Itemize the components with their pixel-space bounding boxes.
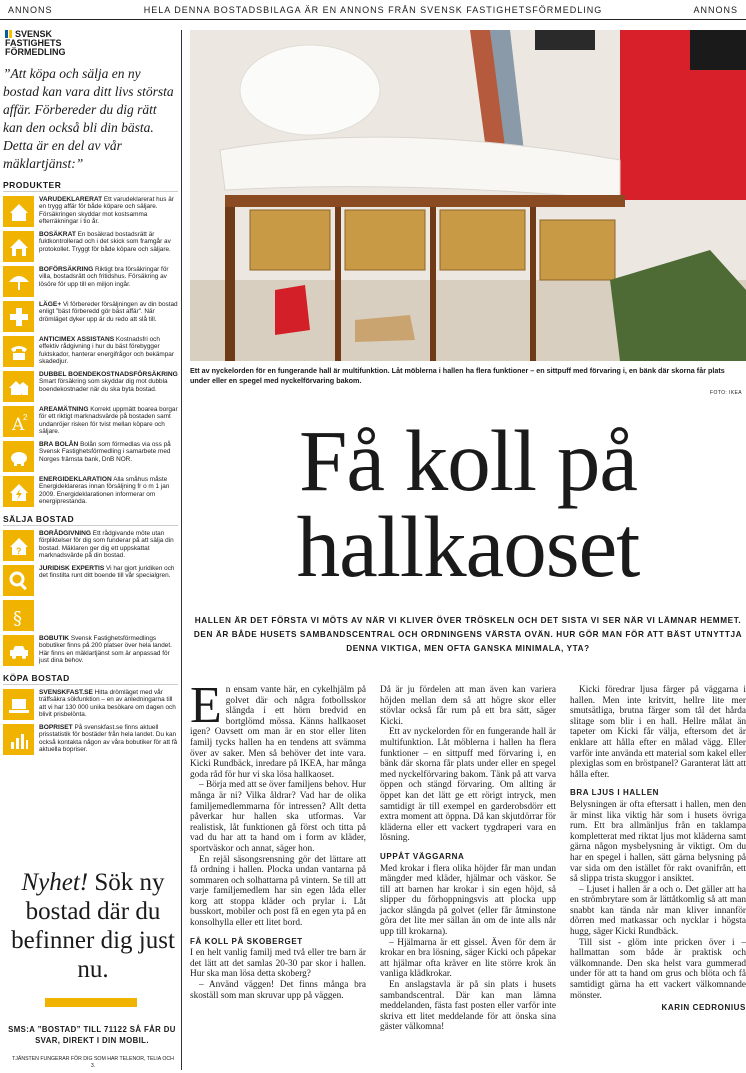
item-name: LÄGE+ <box>39 301 62 308</box>
paragraph: – Hjälmarna är ett gissel. Även för dem är krokar en bra lösning, säger Kicki och påpekar att hjälmar ofta kräver en lite större krok än vanliga klädkrokar. <box>380 937 556 980</box>
svg-text:A: A <box>11 414 24 434</box>
piggybank-icon <box>3 441 34 472</box>
paragraph: – Ljuset i hallen är a och o. Det gäller att ha en strömbrytare som är lättåtkomlig så att man snabbt kan tända när man kliver innanför dörren med matkassar och nycklar i högsta hugg, säger Kicki Rundbäck. <box>570 884 746 938</box>
item-name: DUBBEL BOENDEKOSTNADSFÖRSÄKRING <box>39 371 178 378</box>
svg-text:2: 2 <box>22 412 27 422</box>
item-name: BOSÄKRAT <box>39 231 76 238</box>
house-question-icon <box>3 530 34 561</box>
section-produkter: PRODUKTER <box>3 180 178 192</box>
item-name: BOBUTIK <box>39 635 70 642</box>
item-name: ENERGIDEKLARATION <box>39 476 112 483</box>
byline: KARIN CEDRONIUS <box>661 1003 746 1013</box>
products-item <box>3 336 178 367</box>
item-text: Smart försäkring som skyddar dig mot dubbla boendekostnader när du ska byta bostad. <box>39 378 168 393</box>
products-item <box>3 196 178 227</box>
paragraph: En rejäl säsongsrensning gör det lättare att få ordning i hallen. Plocka undan vantarna på sommaren och solhattarna på vintern. Se till att varje familjemedlem har sin egen låda eller korg att stoppa kläder och prylar i. Låt busskort, mobiler och post få en egen yta på en konsolhylla eller ett litet bord. <box>190 854 366 929</box>
item-text: På svenskfast.se finns aktuell prisstatistik för bostäder från hela landet. Du kan också kontakta någon av våra bobutiker för att få aktuella bopriser. <box>39 724 178 753</box>
item-text: Ett varudeklarerat hus är en trygg affär för både köpare och säljare. Försäkringen skyddar mot kostsamma efterräkningar i tio år. <box>39 196 174 225</box>
energy-house-icon <box>3 476 34 507</box>
hallway-photo-illustration <box>190 30 746 361</box>
paragraph: Kicki föredrar ljusa färger på väggarna i hallen. Men inte kritvitt, hellre lite mer smutsätliga, brutna färger som tål det hårda slitage som blir i en hall. Hellre målat än tapeter om Kicki får välja, eftersom det är enklare att hålla efter en målad vägg. Eller varför inte använda ett material som kakel eller plexiglas som en bröstpanel? Garanterat lätt att hålla efter. <box>570 685 746 780</box>
article-column-3 <box>570 685 746 1073</box>
kopa-item <box>3 724 178 755</box>
house-double-icon <box>3 371 34 402</box>
paragraph: Till sist - glöm inte pricken över i – hallmattan som både är praktisk och välkomnande. Den ska helst vara gummerad under för att ta hand om grus och blöta och få samtidigt gärna ha ett vackert välkomnande mönster. <box>570 937 746 1001</box>
house-icon <box>3 196 34 227</box>
article-column-2 <box>380 685 556 1073</box>
search-icon <box>3 565 34 596</box>
item-text: Alla småhus måste Energideklareras innan försäljning fr o m 1 jan 2009. Energideklarationen informerar om energiprestanda. <box>39 476 170 505</box>
laptop-icon <box>3 689 34 720</box>
section-kopa: KÖPA BOSTAD <box>3 673 178 685</box>
salja-item <box>3 635 178 666</box>
salja-list <box>3 530 178 666</box>
products-item <box>3 231 178 262</box>
house-check-icon <box>3 231 34 262</box>
item-name: BRA BOLÅN <box>39 441 79 448</box>
drop-cap: E <box>190 677 222 734</box>
photo-credit: FOTO: IKEA <box>710 390 742 396</box>
item-text: Hitta drömläget med vår träffsäkra sökfunktion – en av anledningarna till att vi har 130 000 unika besökare om dagen och blivit prisbelönta. <box>39 689 176 718</box>
products-item <box>3 371 178 402</box>
area-icon <box>3 406 34 437</box>
item-text: Ett rådgivande möte utan förpliktelser för dig som funderar på att sälja din bostad. Mäklaren ger dig ett uppskattat marknadsvärde på din bostad. <box>39 530 174 559</box>
kopa-list <box>3 689 178 755</box>
column-divider <box>181 30 182 1070</box>
item-name: BOFÖRSÄKRING <box>39 266 94 273</box>
salja-item <box>3 565 178 596</box>
kopa-item <box>3 689 178 720</box>
item-name: JURIDISK EXPERTIS <box>39 565 105 572</box>
item-text: Vi har gjort juridiken och det finstilta runt ditt boende till vår specialgren. <box>39 565 175 580</box>
item-name: AREAMÄTNING <box>39 406 89 413</box>
plus-icon <box>3 301 34 332</box>
sidebar-quote: ”Att köpa och sälja en ny bostad kan vara ditt livs största affär. Förbereder du dig rätt kan den också bli din bästa. Detta är en del av vår mäklartjänst:” <box>3 66 174 171</box>
subheading: BRA LJUS I HALLEN <box>570 788 660 798</box>
products-item <box>3 266 178 297</box>
photo-caption: Ett av nyckelorden för en fungerande hall är multifunktion. Låt möblerna i hallen ha flera funktioner – en sittpuff med förvaring i, en bänk där skorna får plats under eller en spegel med nyckelförvaring bakom. <box>190 366 725 385</box>
paragraph: I en helt vanlig familj med två eller tre barn är det lätt att det samlas 20-30 par skor i hallen. Hur ska man lösa detta skoberg? <box>190 948 366 980</box>
paragraph: En anslagstavla är på sin plats i husets sambandscentral. Där kan man lämna meddelanden, fästa fast posten eller varför inte skriva ett litet meddelande för att önska sina gäster välkomna! <box>380 980 556 1033</box>
annons-label-right: ANNONS <box>693 4 738 15</box>
item-name: BOPRISET <box>39 724 73 731</box>
top-banner <box>0 0 746 20</box>
products-item <box>3 441 178 472</box>
article-headline: Få koll på hallkaoset <box>296 412 640 595</box>
svg-text:?: ? <box>15 545 21 556</box>
paragraph: Då är ju fördelen att man även kan variera höjden mellan dem så att högre skor eller stövlar också får rum på ett bra sätt, säger Kicki. <box>380 685 556 727</box>
nyhet-text: Sök ny bostad där du befinner dig just nu. <box>11 869 175 983</box>
item-text: Korrekt uppmätt boarea borgar för ett riktigt marknadsvärde på bostaden samt undanröjer risken för tvist mellan köpare och säljare. <box>39 406 178 435</box>
paragraph: Med krokar i flera olika höjder får man undan mängder med kläder, hjälmar och väskor. Se till att barnen har krokar i sin egen höjd, så slipper du förhoppningsvis att plocka upp jackor slängda på golvet (eller får åtminstone göra det lite mer sällan än om de inte alls når upp till krokarna). <box>380 863 556 938</box>
products-item <box>3 301 178 332</box>
subheading: FÅ KOLL PÅ SKOBERGET <box>190 936 303 946</box>
hallway-photo <box>190 30 746 361</box>
article-body <box>190 677 746 1073</box>
item-text: Riktigt bra försäkringar för villa, bostadsrätt och fritidshus. Försäkring av lösöre för upp till en miljon ingår. <box>39 266 169 288</box>
article-ingress: HALLEN ÄR DET FÖRSTA VI MÖTS AV NÄR VI KLIVER ÖVER TRÖSKELN OCH DET SISTA VI SER NÄR VI LÄMNAR HEMMET. DEN ÄR BÅDE HUSETS SAMBANDSCENTRAL OCH ORDNINGENS VÄRSTA OVÄN. HUR GÖR MAN FÖR ATT BÄST UTNYTTJA DENNA VIKTIGA, MEN OFTA GANSKA MINIMALA, YTA? <box>193 616 743 653</box>
flag-blue <box>5 30 8 38</box>
subheading: UPPÅT VÄGGARNA <box>380 851 465 861</box>
paragraph-icon <box>3 600 34 631</box>
umbrella-icon <box>3 266 34 297</box>
flag-yellow <box>9 30 12 38</box>
item-name: BORÅDGIVNING <box>39 530 92 537</box>
chart-icon <box>3 724 34 755</box>
svg-text:§: § <box>12 607 22 628</box>
item-text: En bosäkrad bostadsrätt är fuktkontrollerad och i det skick som framgår av protokollet. Tryggt för både köpare och säljare. <box>39 231 171 253</box>
annons-label-left: ANNONS <box>8 4 53 15</box>
item-name: VARUDEKLARERAT <box>39 196 103 203</box>
phone-icon <box>3 336 34 367</box>
item-text: Vi förbereder försäljningen av din bostad enligt ”bäst förberedd gör bäst affär”. När drömläget dyker upp är du redo att slå till. <box>39 301 178 323</box>
paragraph: – Använd väggen! Det finns många bra skoställ som man skruvar upp på väggen. <box>190 980 366 1001</box>
banner-text: HELA DENNA BOSTADSBILAGA ÄR EN ANNONS FRÅN SVENSK FASTIGHETSFÖRMEDLING <box>143 4 603 15</box>
car-icon <box>3 635 34 666</box>
paragraph: Belysningen är ofta eftersatt i hallen, men den är minst lika viktig här som i husets övriga rum. Ett bra allmänljus från en taklampa kompletterat med riktat ljus mot kläderna samt gärna någon mysbelysning är viktigt. Om du har en spegel i hallen, sätt gärna belysning på var sida om den istället för rakt ovanifrån, ett så slippa trista skuggor i ansiktet. <box>570 799 746 885</box>
paragraph: Ett av nyckelorden för en fungerande hall är multifunktion. Låt möblerna i hallen ha flera funktioner – en sittpuff med förvaring i, en bänk där skorna får plats under eller en spegel med nyckelförvaring bakom. Tänk på att varva öppen och stängd förvaring. Om allting är öppet kan det lätt ge ett rörigt intryck, men samtidigt är till exempel en garderobsdörr ett extra moment att öppna. Då kan skjutdörrar för kläderna eller ett vackert tygdraperi vara en lösning. <box>380 727 556 844</box>
item-text: Kostnadsfri och effektiv rådgivning i hur du bäst förebygger fuktskador, hanterar energifrågor och bekämpar skadedjur. <box>39 336 174 365</box>
products-item <box>3 406 178 437</box>
article-column-1 <box>190 677 366 1073</box>
salja-item <box>3 530 178 561</box>
operator-note: TJÄNSTEN FUNGERAR FÖR DIG SOM HAR TELENOR, TELIA OCH 3. <box>12 1056 174 1069</box>
nyhet-emphasis: Nyhet! <box>21 869 89 896</box>
products-list <box>3 196 178 507</box>
item-name: SVENSKFAST.SE <box>39 689 93 696</box>
sms-instruction: SMS:A ”BOSTAD” TILL 71122 SÅ FÅR DU SVAR, DIREKT I DIN MOBIL. <box>8 1025 176 1045</box>
item-name: ANTICIMEX ASSISTANS <box>39 336 115 343</box>
promo-accent-bar <box>45 998 137 1007</box>
section-salja: SÄLJA BOSTAD <box>3 514 178 526</box>
paragraph: n ensam vante här, en cykelhjälm på golvet där och några fotbollsskor slängda i ett hörn bredvid en bortglömd mössa. Känns hallkaoset igen? Oavsett om man är en stor eller liten familj tycks hallen ha en tendens att svämma över av saker. Men så behöver det inte vara. Kicki Rundbäck, inredare på IKEA, har många goda råd för hur vi ska lösa hallkaoset. <box>190 685 366 780</box>
salja-item <box>3 600 178 631</box>
paragraph: – Börja med att se över familjens behov. Hur många är ni? Vilka åldrar? Vad har de olika familjemedlemmarna för intressen? Allt detta påverkar hur hallen ska utformas. Var realistisk, låt funktionen gå först och titta på vad du har att ta hand om i form av kläder, sportväskor och annat, säger hon. <box>190 780 366 854</box>
nyhet-promo <box>10 868 176 984</box>
products-item <box>3 476 178 507</box>
brand-logo: SVENSK FASTIGHETS FÖRMEDLING <box>5 29 66 57</box>
item-text: Svensk Fastighetsförmedlings bobutiker finns på 200 platser över hela landet. Här finns en mäklartjänst som är anpassad för just dina behov. <box>39 635 172 664</box>
item-text: Bolån som förmedlas via oss på Svensk Fastighetsförmedling i samarbete med Norges främsta bank, DnB NOR. <box>39 441 171 463</box>
